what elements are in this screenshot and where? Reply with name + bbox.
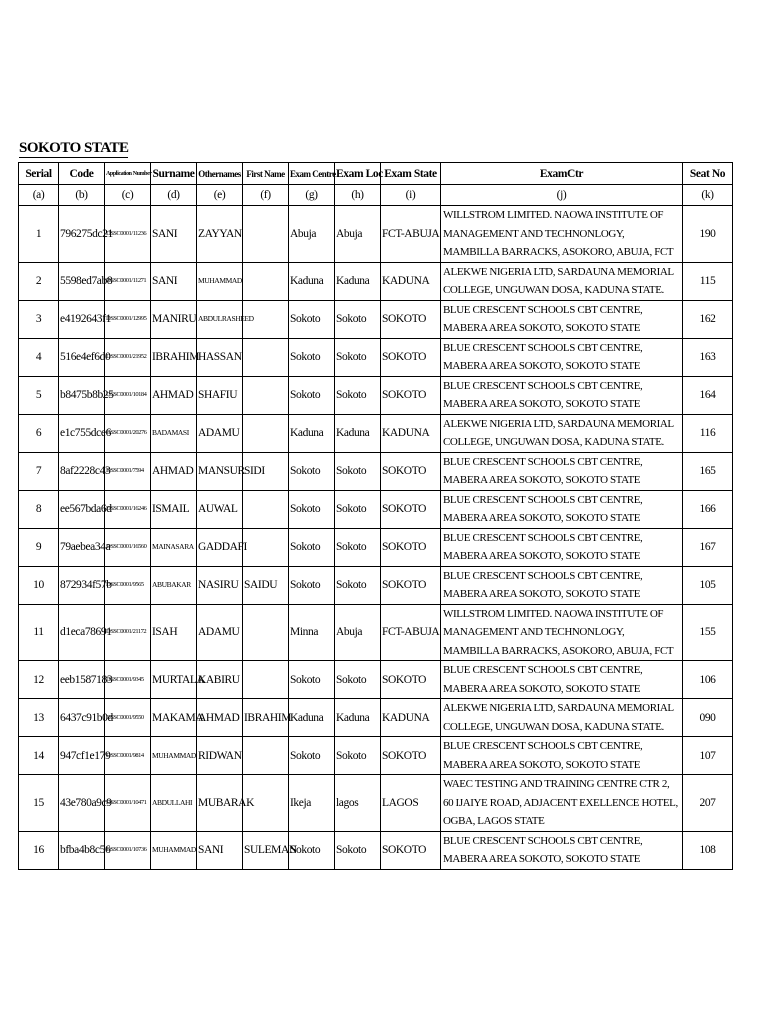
cell-code: eeb1587183 xyxy=(59,661,105,699)
cell-application-number: DSSC0001/10184 xyxy=(105,376,151,414)
cell-serial: 12 xyxy=(19,661,59,699)
cell-othernames: MUBARAK xyxy=(197,775,243,832)
table-row xyxy=(19,300,733,338)
cell-first-name xyxy=(243,737,289,775)
cell-surname: MANIRU xyxy=(151,300,197,338)
cell-serial: 2 xyxy=(19,262,59,300)
cell-othernames: SHAFIU xyxy=(197,376,243,414)
cell-othernames: ADAMU xyxy=(197,604,243,661)
col-letter: (f) xyxy=(243,185,289,206)
cell-seat-no: 163 xyxy=(683,338,733,376)
cell-othernames: RIDWAN xyxy=(197,737,243,775)
page-title: SOKOTO STATE xyxy=(19,140,129,156)
table-row xyxy=(19,566,733,604)
cell-examctr: WILLSTROM LIMITED. NAOWA INSTITUTE OF MANAGEMENT AND TECHNONLOGY, MAMBILLA BARRACKS, ASOKORO, ABUJA, FCT xyxy=(441,604,683,661)
col-header-first-name: First Name xyxy=(243,163,289,185)
cell-exam-loc: Sokoto xyxy=(335,737,381,775)
cell-exam-state: SOKOTO xyxy=(381,831,441,869)
cell-seat-no: 090 xyxy=(683,699,733,737)
cell-examctr: ALEKWE NIGERIA LTD, SARDAUNA MEMORIAL COLLEGE, UNGUWAN DOSA, KADUNA STATE. xyxy=(441,699,683,737)
cell-examctr: BLUE CRESCENT SCHOOLS CBT CENTRE, MABERA AREA SOKOTO, SOKOTO STATE xyxy=(441,300,683,338)
cell-serial: 14 xyxy=(19,737,59,775)
cell-application-number: DSSC0001/9565 xyxy=(105,566,151,604)
col-header-code: Code xyxy=(59,163,105,185)
cell-exam-state: KADUNA xyxy=(381,699,441,737)
col-letter: (h) xyxy=(335,185,381,206)
cell-exam-loc: Sokoto xyxy=(335,490,381,528)
cell-seat-no: 106 xyxy=(683,661,733,699)
cell-application-number: DSSC0001/9345 xyxy=(105,661,151,699)
cell-othernames: ABDULRASHEED xyxy=(197,300,243,338)
cell-seat-no: 190 xyxy=(683,206,733,263)
cell-seat-no: 207 xyxy=(683,775,733,832)
cell-examctr: BLUE CRESCENT SCHOOLS CBT CENTRE, MABERA AREA SOKOTO, SOKOTO STATE xyxy=(441,452,683,490)
cell-othernames: GADDAFI xyxy=(197,528,243,566)
cell-exam-loc: Kaduna xyxy=(335,414,381,452)
cell-examctr: BLUE CRESCENT SCHOOLS CBT CENTRE, MABERA AREA SOKOTO, SOKOTO STATE xyxy=(441,661,683,699)
cell-exam-centre: Kaduna xyxy=(289,414,335,452)
col-header-serial: Serial xyxy=(19,163,59,185)
cell-exam-centre: Sokoto xyxy=(289,661,335,699)
cell-seat-no: 115 xyxy=(683,262,733,300)
cell-surname: ISMAIL xyxy=(151,490,197,528)
cell-examctr: ALEKWE NIGERIA LTD, SARDAUNA MEMORIAL COLLEGE, UNGUWAN DOSA, KADUNA STATE. xyxy=(441,414,683,452)
cell-exam-state: SOKOTO xyxy=(381,661,441,699)
cell-serial: 11 xyxy=(19,604,59,661)
cell-code: 516e4ef6d0 xyxy=(59,338,105,376)
cell-exam-centre: Sokoto xyxy=(289,831,335,869)
cell-surname: MAKAMA xyxy=(151,699,197,737)
col-letter: (e) xyxy=(197,185,243,206)
cell-exam-centre: Kaduna xyxy=(289,262,335,300)
cell-surname: MURTALA xyxy=(151,661,197,699)
col-letter: (c) xyxy=(105,185,151,206)
table-row xyxy=(19,775,733,832)
cell-exam-loc: Sokoto xyxy=(335,831,381,869)
col-header-exam-state: Exam State xyxy=(381,163,441,185)
cell-seat-no: 166 xyxy=(683,490,733,528)
cell-first-name xyxy=(243,528,289,566)
cell-exam-state: FCT-ABUJA xyxy=(381,206,441,263)
table-row xyxy=(19,376,733,414)
cell-othernames: AUWAL xyxy=(197,490,243,528)
cell-othernames: HASSAN xyxy=(197,338,243,376)
cell-surname: ABDULLAHI xyxy=(151,775,197,832)
cell-examctr: BLUE CRESCENT SCHOOLS CBT CENTRE, MABERA AREA SOKOTO, SOKOTO STATE xyxy=(441,338,683,376)
col-header-application-number: Application Number xyxy=(105,163,151,185)
cell-exam-loc: Sokoto xyxy=(335,300,381,338)
cell-exam-state: FCT-ABUJA xyxy=(381,604,441,661)
cell-othernames: MUHAMMAD xyxy=(197,262,243,300)
cell-exam-loc: Sokoto xyxy=(335,661,381,699)
cell-serial: 16 xyxy=(19,831,59,869)
cell-surname: ABUBAKAR xyxy=(151,566,197,604)
cell-first-name xyxy=(243,604,289,661)
cell-othernames: MANSUR xyxy=(197,452,243,490)
cell-examctr: BLUE CRESCENT SCHOOLS CBT CENTRE, MABERA AREA SOKOTO, SOKOTO STATE xyxy=(441,490,683,528)
cell-serial: 10 xyxy=(19,566,59,604)
table-row xyxy=(19,262,733,300)
col-header-othernames: Othernames xyxy=(197,163,243,185)
cell-exam-state: SOKOTO xyxy=(381,490,441,528)
cell-exam-state: KADUNA xyxy=(381,262,441,300)
cell-surname: IBRAHIM xyxy=(151,338,197,376)
cell-examctr: BLUE CRESCENT SCHOOLS CBT CENTRE, MABERA AREA SOKOTO, SOKOTO STATE xyxy=(441,376,683,414)
cell-exam-loc: Sokoto xyxy=(335,452,381,490)
table-row xyxy=(19,604,733,661)
cell-code: 872934f57b xyxy=(59,566,105,604)
col-header-surname: Surname xyxy=(151,163,197,185)
cell-exam-centre: Sokoto xyxy=(289,528,335,566)
cell-serial: 3 xyxy=(19,300,59,338)
cell-first-name xyxy=(243,376,289,414)
cell-othernames: SANI xyxy=(197,831,243,869)
col-letter: (k) xyxy=(683,185,733,206)
subheader-row xyxy=(19,185,733,206)
cell-exam-state: SOKOTO xyxy=(381,338,441,376)
cell-first-name xyxy=(243,338,289,376)
cell-surname: MAINASARA xyxy=(151,528,197,566)
table-row xyxy=(19,699,733,737)
candidates-table xyxy=(18,162,733,870)
cell-first-name xyxy=(243,661,289,699)
cell-examctr: BLUE CRESCENT SCHOOLS CBT CENTRE, MABERA AREA SOKOTO, SOKOTO STATE xyxy=(441,528,683,566)
cell-code: 947cf1e179 xyxy=(59,737,105,775)
cell-surname: MUHAMMAD xyxy=(151,831,197,869)
cell-application-number: DSSC0001/16560 xyxy=(105,528,151,566)
cell-serial: 7 xyxy=(19,452,59,490)
table-row xyxy=(19,490,733,528)
cell-seat-no: 105 xyxy=(683,566,733,604)
cell-first-name: SAIDU xyxy=(243,566,289,604)
cell-code: 8af2228c43 xyxy=(59,452,105,490)
cell-application-number: DSSC0001/9814 xyxy=(105,737,151,775)
cell-exam-centre: Sokoto xyxy=(289,338,335,376)
cell-code: ee567bda6d xyxy=(59,490,105,528)
cell-surname: AHMAD xyxy=(151,452,197,490)
cell-exam-centre: Kaduna xyxy=(289,699,335,737)
cell-exam-state: SOKOTO xyxy=(381,300,441,338)
col-letter: (a) xyxy=(19,185,59,206)
cell-first-name xyxy=(243,490,289,528)
cell-seat-no: 108 xyxy=(683,831,733,869)
cell-code: 43e780a9c9 xyxy=(59,775,105,832)
cell-surname: MUHAMMAD xyxy=(151,737,197,775)
cell-exam-centre: Sokoto xyxy=(289,566,335,604)
cell-examctr: WAEC TESTING AND TRAINING CENTRE CTR 2, 60 IJAIYE ROAD, ADJACENT EXELLENCE HOTEL, OGBA, LAGOS STATE xyxy=(441,775,683,832)
cell-exam-loc: Sokoto xyxy=(335,376,381,414)
cell-first-name: IBRAHIM xyxy=(243,699,289,737)
col-header-exam-loc: Exam Loc xyxy=(335,163,381,185)
cell-exam-centre: Minna xyxy=(289,604,335,661)
cell-application-number: DSSC0001/12995 xyxy=(105,300,151,338)
cell-serial: 15 xyxy=(19,775,59,832)
cell-code: 796275dc21 xyxy=(59,206,105,263)
cell-othernames: AHMAD xyxy=(197,699,243,737)
cell-first-name: SIDI xyxy=(243,452,289,490)
cell-exam-loc: lagos xyxy=(335,775,381,832)
cell-exam-loc: Abuja xyxy=(335,604,381,661)
cell-othernames: KABIRU xyxy=(197,661,243,699)
cell-surname: AHMAD xyxy=(151,376,197,414)
table-row xyxy=(19,737,733,775)
cell-examctr: BLUE CRESCENT SCHOOLS CBT CENTRE, MABERA AREA SOKOTO, SOKOTO STATE xyxy=(441,566,683,604)
cell-exam-loc: Kaduna xyxy=(335,262,381,300)
cell-seat-no: 165 xyxy=(683,452,733,490)
cell-exam-loc: Abuja xyxy=(335,206,381,263)
cell-seat-no: 164 xyxy=(683,376,733,414)
cell-exam-loc: Sokoto xyxy=(335,566,381,604)
cell-exam-centre: Sokoto xyxy=(289,490,335,528)
cell-application-number: DSSC0001/10736 xyxy=(105,831,151,869)
cell-exam-state: SOKOTO xyxy=(381,737,441,775)
cell-code: d1eca78691 xyxy=(59,604,105,661)
cell-surname: ISAH xyxy=(151,604,197,661)
cell-code: 5598ed7ab8 xyxy=(59,262,105,300)
cell-examctr: BLUE CRESCENT SCHOOLS CBT CENTRE, MABERA AREA SOKOTO, SOKOTO STATE xyxy=(441,831,683,869)
cell-serial: 8 xyxy=(19,490,59,528)
cell-exam-centre: Sokoto xyxy=(289,452,335,490)
cell-application-number: DSSC0001/10471 xyxy=(105,775,151,832)
col-letter: (g) xyxy=(289,185,335,206)
cell-application-number: DSSC0001/21952 xyxy=(105,338,151,376)
cell-first-name xyxy=(243,206,289,263)
cell-surname: SANI xyxy=(151,206,197,263)
cell-serial: 1 xyxy=(19,206,59,263)
cell-code: bfba4b8c56 xyxy=(59,831,105,869)
cell-code: b8475b8b25 xyxy=(59,376,105,414)
col-header-examctr: ExamCtr xyxy=(441,163,683,185)
col-letter: (j) xyxy=(441,185,683,206)
cell-seat-no: 167 xyxy=(683,528,733,566)
cell-examctr: ALEKWE NIGERIA LTD, SARDAUNA MEMORIAL COLLEGE, UNGUWAN DOSA, KADUNA STATE. xyxy=(441,262,683,300)
cell-serial: 9 xyxy=(19,528,59,566)
col-header-exam-centre: Exam Centre xyxy=(289,163,335,185)
header-row xyxy=(19,163,733,185)
cell-serial: 4 xyxy=(19,338,59,376)
cell-application-number: DSSC0001/20276 xyxy=(105,414,151,452)
cell-exam-state: KADUNA xyxy=(381,414,441,452)
cell-seat-no: 162 xyxy=(683,300,733,338)
cell-examctr: BLUE CRESCENT SCHOOLS CBT CENTRE, MABERA AREA SOKOTO, SOKOTO STATE xyxy=(441,737,683,775)
cell-exam-centre: Sokoto xyxy=(289,300,335,338)
cell-serial: 13 xyxy=(19,699,59,737)
cell-exam-state: SOKOTO xyxy=(381,566,441,604)
cell-exam-centre: Sokoto xyxy=(289,376,335,414)
cell-application-number: DSSC0001/7594 xyxy=(105,452,151,490)
col-header-seat-no: Seat No xyxy=(683,163,733,185)
cell-application-number: DSSC0001/9550 xyxy=(105,699,151,737)
table-row xyxy=(19,338,733,376)
cell-application-number: DSSC0001/21172 xyxy=(105,604,151,661)
cell-exam-state: SOKOTO xyxy=(381,376,441,414)
cell-application-number: DSSC0001/11236 xyxy=(105,206,151,263)
table-row xyxy=(19,831,733,869)
table-row xyxy=(19,414,733,452)
cell-code: e1c755dce6 xyxy=(59,414,105,452)
cell-seat-no: 116 xyxy=(683,414,733,452)
cell-first-name xyxy=(243,414,289,452)
cell-exam-centre: Ikeja xyxy=(289,775,335,832)
cell-seat-no: 107 xyxy=(683,737,733,775)
table-row xyxy=(19,661,733,699)
cell-serial: 6 xyxy=(19,414,59,452)
cell-othernames: ADAMU xyxy=(197,414,243,452)
table-row xyxy=(19,528,733,566)
cell-application-number: DSSC0001/16246 xyxy=(105,490,151,528)
cell-surname: BADAMASI xyxy=(151,414,197,452)
cell-exam-state: SOKOTO xyxy=(381,452,441,490)
cell-examctr: WILLSTROM LIMITED. NAOWA INSTITUTE OF MANAGEMENT AND TECHNONLOGY, MAMBILLA BARRACKS, ASOKORO, ABUJA, FCT xyxy=(441,206,683,263)
table-row xyxy=(19,452,733,490)
cell-code: 6437c91b0d xyxy=(59,699,105,737)
cell-exam-loc: Kaduna xyxy=(335,699,381,737)
cell-first-name xyxy=(243,262,289,300)
cell-code: e4192643f1 xyxy=(59,300,105,338)
cell-exam-state: LAGOS xyxy=(381,775,441,832)
cell-exam-loc: Sokoto xyxy=(335,528,381,566)
cell-exam-state: SOKOTO xyxy=(381,528,441,566)
cell-othernames: ZAYYAN xyxy=(197,206,243,263)
cell-othernames: NASIRU xyxy=(197,566,243,604)
cell-code: 79aebea34a xyxy=(59,528,105,566)
cell-exam-centre: Abuja xyxy=(289,206,335,263)
cell-application-number: DSSC0001/11271 xyxy=(105,262,151,300)
cell-exam-loc: Sokoto xyxy=(335,338,381,376)
col-letter: (d) xyxy=(151,185,197,206)
cell-seat-no: 155 xyxy=(683,604,733,661)
table-row xyxy=(19,206,733,263)
col-letter: (b) xyxy=(59,185,105,206)
cell-first-name: SULEMAN xyxy=(243,831,289,869)
cell-surname: SANI xyxy=(151,262,197,300)
cell-exam-centre: Sokoto xyxy=(289,737,335,775)
cell-serial: 5 xyxy=(19,376,59,414)
col-letter: (i) xyxy=(381,185,441,206)
